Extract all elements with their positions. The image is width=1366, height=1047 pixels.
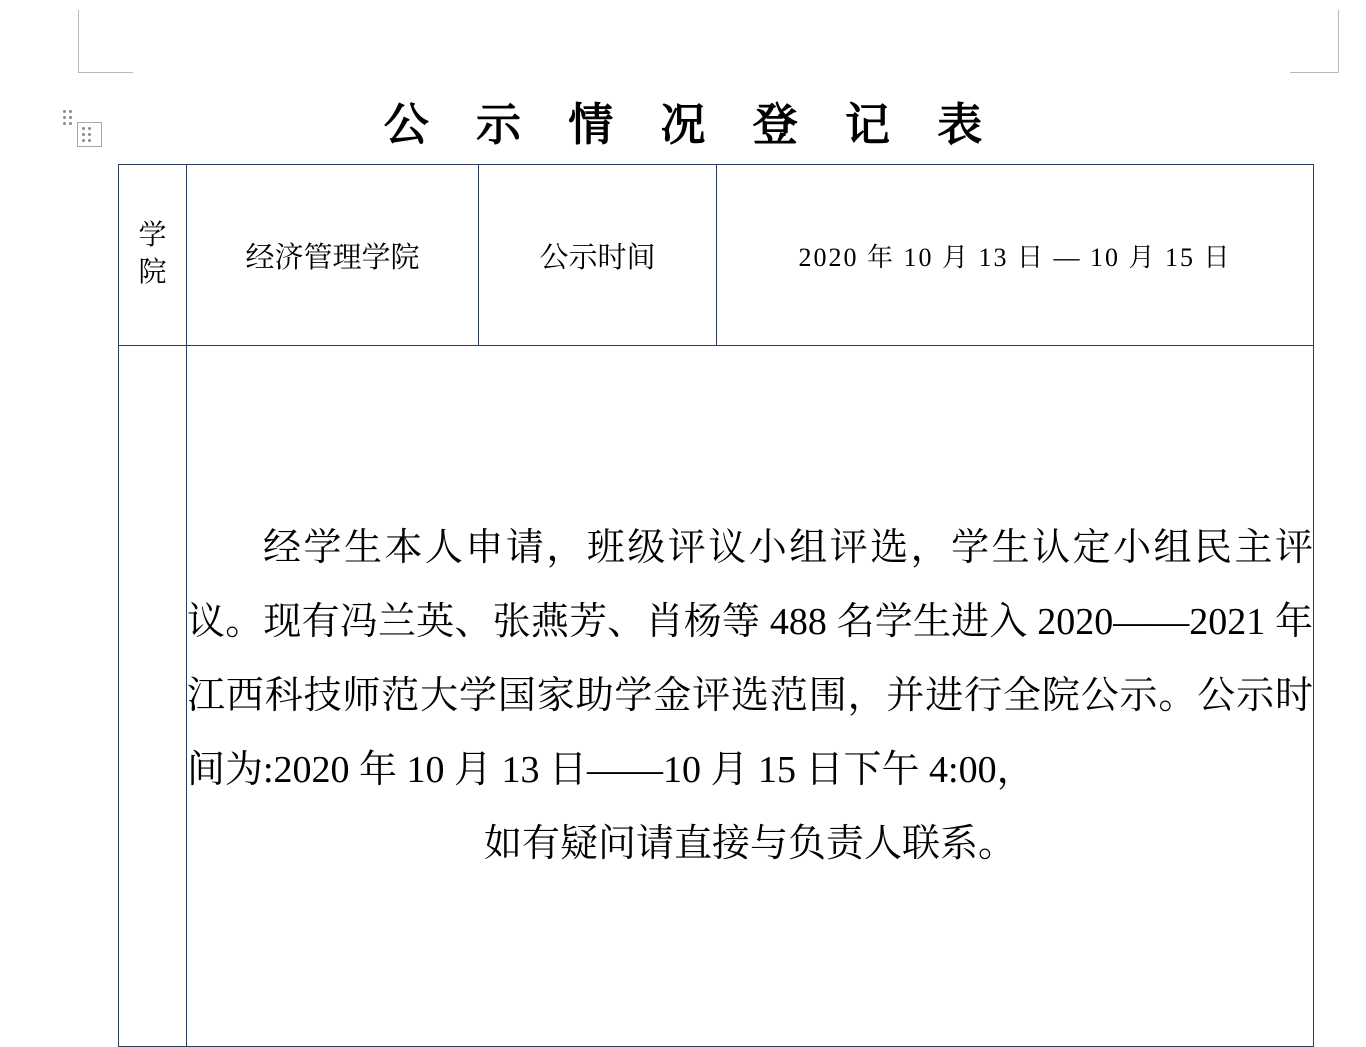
cell-notice-body (187, 346, 1314, 1047)
page-title: 公 示 情 况 登 记 表 (383, 100, 1001, 150)
vertical-label-text: 学 院 (138, 220, 167, 288)
notice-paragraph: 经学生本人申请，班级评议小组评选，学生认定小组民主评议。现有冯兰英、张燕芳、肖杨等 488 名学生进入 2020——2021 年江西科技师范大学国家助学金评选范围，并进行全院公示。公示时间为:2020 年 10 月 13 日——10 月 15 日下午 4:00， (187, 526, 1313, 792)
notice-last-line: 如有疑问请直接与负责人联系。 (483, 823, 1016, 866)
cell-time-value: 2020 年 10 月 13 日 — 10 月 15 日 (717, 165, 1314, 346)
cell-empty-left (119, 346, 187, 1047)
table-body-row (119, 346, 1314, 1047)
public-notice-table (118, 164, 1314, 1047)
table-row (119, 165, 1314, 346)
crop-mark-top-left (78, 10, 133, 73)
cell-vertical-label (119, 165, 187, 346)
cell-college-name: 经济管理学院 (187, 165, 479, 346)
cell-time-label: 公示时间 (479, 165, 717, 346)
crop-mark-top-right (1290, 10, 1339, 73)
